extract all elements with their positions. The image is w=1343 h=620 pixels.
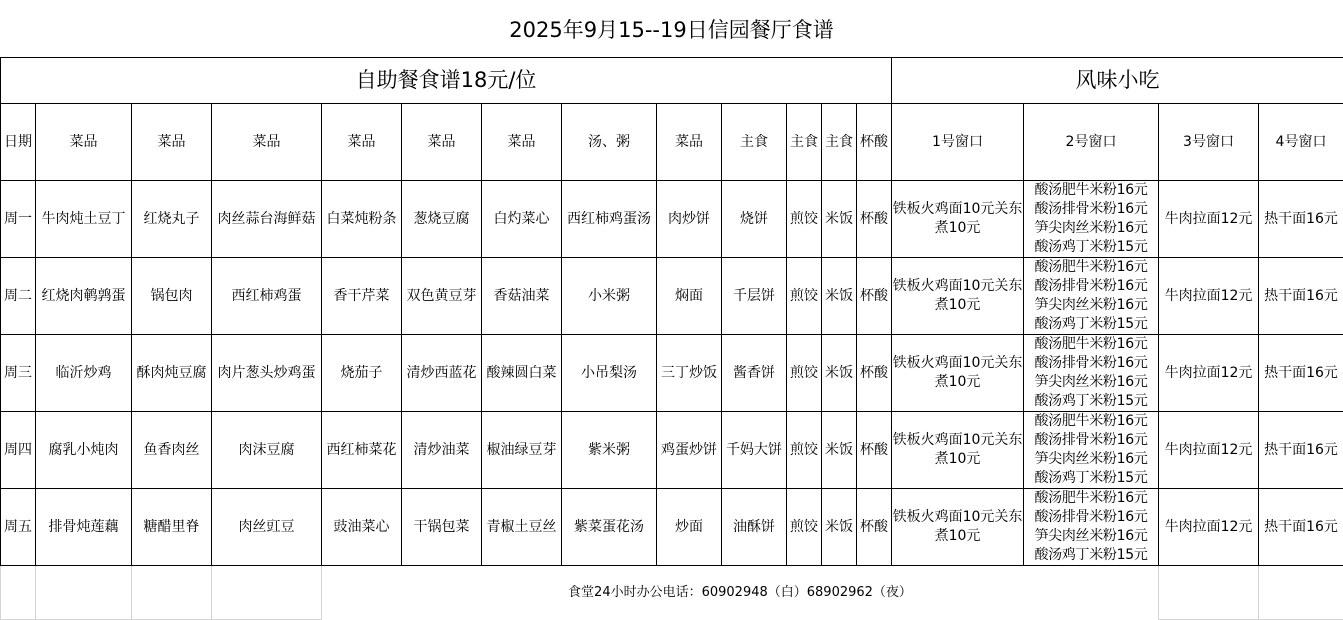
window3-cell: 牛肉拉面12元 [1159, 489, 1259, 566]
page-title: 2025年9月15--19日信园餐厅食谱 [509, 18, 834, 42]
window4-cell: 热干面16元 [1259, 489, 1343, 566]
dish-cell: 焖面 [657, 258, 722, 335]
dish-cell: 肉丝蒜台海鲜菇 [212, 181, 322, 258]
column-header: 3号窗口 [1159, 104, 1259, 181]
window2-cell [1024, 258, 1159, 335]
table-row [1, 258, 1343, 335]
dish-cell: 牛肉炖土豆丁 [36, 181, 132, 258]
blank-cell [132, 566, 212, 620]
window1-cell: 铁板火鸡面10元关东煮10元 [892, 258, 1024, 335]
dish-cell: 白灼菜心 [482, 181, 562, 258]
blank-cell [36, 566, 132, 620]
blank-cell [1159, 566, 1259, 620]
column-header: 主食 [722, 104, 787, 181]
blank-cell [212, 566, 322, 620]
column-header: 菜品 [657, 104, 722, 181]
window2-cell [1024, 489, 1159, 566]
dish-cell: 西红柿鸡蛋 [212, 258, 322, 335]
dish-cell: 西红柿鸡蛋汤 [562, 181, 657, 258]
window1-cell: 铁板火鸡面10元关东煮10元 [892, 335, 1024, 412]
dish-cell: 煎饺 [787, 412, 822, 489]
dish-cell: 红烧丸子 [132, 181, 212, 258]
table-row [1, 335, 1343, 412]
dish-cell: 煎饺 [787, 335, 822, 412]
dish-cell: 油酥饼 [722, 489, 787, 566]
column-header: 菜品 [212, 104, 322, 181]
window2-item: 酸汤鸡丁米粉15元 [1034, 393, 1148, 409]
column-header: 菜品 [132, 104, 212, 181]
dish-cell: 临沂炒鸡 [36, 335, 132, 412]
table-row [1, 181, 1343, 258]
window2-item: 酸汤鸡丁米粉15元 [1034, 239, 1148, 255]
window2-item: 酸汤肥牛米粉16元 [1034, 336, 1148, 352]
dish-cell: 肉沫豆腐 [212, 412, 322, 489]
footer-row [1, 566, 1343, 620]
dish-cell: 小米粥 [562, 258, 657, 335]
dish-cell: 酥肉炖豆腐 [132, 335, 212, 412]
column-header: 2号窗口 [1024, 104, 1159, 181]
dish-cell: 千层饼 [722, 258, 787, 335]
dish-cell: 鸡蛋炒饼 [657, 412, 722, 489]
dish-cell: 糖醋里脊 [132, 489, 212, 566]
column-header: 4号窗口 [1259, 104, 1343, 181]
dish-cell: 肉丝豇豆 [212, 489, 322, 566]
window2-item: 酸汤排骨米粉16元 [1034, 509, 1148, 525]
window1-cell: 铁板火鸡面10元关东煮10元 [892, 412, 1024, 489]
blank-cell [1, 566, 36, 620]
window3-cell: 牛肉拉面12元 [1159, 181, 1259, 258]
dish-cell: 干锅包菜 [402, 489, 482, 566]
dish-cell: 肉炒饼 [657, 181, 722, 258]
column-header: 汤、粥 [562, 104, 657, 181]
column-header: 主食 [822, 104, 857, 181]
dish-cell: 千妈大饼 [722, 412, 787, 489]
column-header: 1号窗口 [892, 104, 1024, 181]
dish-cell: 杯酸 [857, 335, 892, 412]
day-cell: 周一 [1, 181, 36, 258]
window2-item: 笋尖肉丝米粉16元 [1034, 374, 1148, 390]
dish-cell: 煎饺 [787, 181, 822, 258]
window2-cell [1024, 335, 1159, 412]
dish-cell: 烧茄子 [322, 335, 402, 412]
window2-item: 酸汤肥牛米粉16元 [1034, 413, 1148, 429]
dish-cell: 酱香饼 [722, 335, 787, 412]
window2-item: 酸汤排骨米粉16元 [1034, 278, 1148, 294]
window3-cell: 牛肉拉面12元 [1159, 258, 1259, 335]
buffet-header: 自助餐食谱18元/位 [1, 58, 892, 104]
menu-table [0, 57, 1343, 620]
window2-item: 酸汤鸡丁米粉15元 [1034, 470, 1148, 486]
dish-cell: 香干芹菜 [322, 258, 402, 335]
window2-item: 酸汤鸡丁米粉15元 [1034, 547, 1148, 563]
dish-cell: 清炒西蓝花 [402, 335, 482, 412]
dish-cell: 腐乳小炖肉 [36, 412, 132, 489]
dish-cell: 米饭 [822, 335, 857, 412]
dish-cell: 白菜炖粉条 [322, 181, 402, 258]
day-cell: 周四 [1, 412, 36, 489]
dish-cell: 紫米粥 [562, 412, 657, 489]
day-cell: 周二 [1, 258, 36, 335]
dish-cell: 豉油菜心 [322, 489, 402, 566]
window2-item: 酸汤排骨米粉16元 [1034, 355, 1148, 371]
column-header: 杯酸 [857, 104, 892, 181]
dish-cell: 双色黄豆芽 [402, 258, 482, 335]
window4-cell: 热干面16元 [1259, 335, 1343, 412]
dish-cell: 香菇油菜 [482, 258, 562, 335]
table-row [1, 412, 1343, 489]
window2-item: 酸汤肥牛米粉16元 [1034, 259, 1148, 275]
dish-cell: 红烧肉鹌鹑蛋 [36, 258, 132, 335]
day-cell: 周五 [1, 489, 36, 566]
dish-cell: 米饭 [822, 181, 857, 258]
dish-cell: 肉片葱头炒鸡蛋 [212, 335, 322, 412]
window2-item: 笋尖肉丝米粉16元 [1034, 297, 1148, 313]
dish-cell: 烧饼 [722, 181, 787, 258]
snack-header: 风味小吃 [892, 58, 1343, 104]
column-header: 菜品 [36, 104, 132, 181]
dish-cell: 煎饺 [787, 258, 822, 335]
dish-cell: 酸辣圆白菜 [482, 335, 562, 412]
dish-cell: 米饭 [822, 412, 857, 489]
window1-cell: 铁板火鸡面10元关东煮10元 [892, 181, 1024, 258]
column-header: 菜品 [322, 104, 402, 181]
dish-cell: 煎饺 [787, 489, 822, 566]
dish-cell: 椒油绿豆芽 [482, 412, 562, 489]
dish-cell: 西红柿菜花 [322, 412, 402, 489]
window4-cell: 热干面16元 [1259, 258, 1343, 335]
window2-cell [1024, 181, 1159, 258]
dish-cell: 青椒土豆丝 [482, 489, 562, 566]
window4-cell: 热干面16元 [1259, 412, 1343, 489]
column-header: 日期 [1, 104, 36, 181]
canteen-phone: 食堂24小时办公电话：60902948（白）68902962（夜） [568, 585, 912, 601]
window3-cell: 牛肉拉面12元 [1159, 335, 1259, 412]
dish-cell: 鱼香肉丝 [132, 412, 212, 489]
table-row [1, 489, 1343, 566]
column-header: 菜品 [402, 104, 482, 181]
column-header: 菜品 [482, 104, 562, 181]
window2-item: 酸汤鸡丁米粉15元 [1034, 316, 1148, 332]
dish-cell: 排骨炖莲藕 [36, 489, 132, 566]
dish-cell: 炒面 [657, 489, 722, 566]
column-header: 主食 [787, 104, 822, 181]
dish-cell: 米饭 [822, 258, 857, 335]
dish-cell: 杯酸 [857, 258, 892, 335]
blank-cell [1259, 566, 1343, 620]
window2-item: 笋尖肉丝米粉16元 [1034, 528, 1148, 544]
column-header-row [1, 104, 1343, 181]
dish-cell: 小吊梨汤 [562, 335, 657, 412]
window1-cell: 铁板火鸡面10元关东煮10元 [892, 489, 1024, 566]
dish-cell: 杯酸 [857, 489, 892, 566]
section-header-row [1, 58, 1343, 104]
dish-cell: 米饭 [822, 489, 857, 566]
window4-cell: 热干面16元 [1259, 181, 1343, 258]
window3-cell: 牛肉拉面12元 [1159, 412, 1259, 489]
window2-item: 酸汤肥牛米粉16元 [1034, 182, 1148, 198]
window2-item: 笋尖肉丝米粉16元 [1034, 451, 1148, 467]
dish-cell: 杯酸 [857, 412, 892, 489]
window2-item: 酸汤排骨米粉16元 [1034, 201, 1148, 217]
dish-cell: 锅包肉 [132, 258, 212, 335]
window2-item: 笋尖肉丝米粉16元 [1034, 220, 1148, 236]
window2-item: 酸汤排骨米粉16元 [1034, 432, 1148, 448]
window2-cell [1024, 412, 1159, 489]
dish-cell: 葱烧豆腐 [402, 181, 482, 258]
dish-cell: 杯酸 [857, 181, 892, 258]
dish-cell: 三丁炒饭 [657, 335, 722, 412]
window2-item: 酸汤肥牛米粉16元 [1034, 490, 1148, 506]
dish-cell: 紫菜蛋花汤 [562, 489, 657, 566]
day-cell: 周三 [1, 335, 36, 412]
dish-cell: 清炒油菜 [402, 412, 482, 489]
